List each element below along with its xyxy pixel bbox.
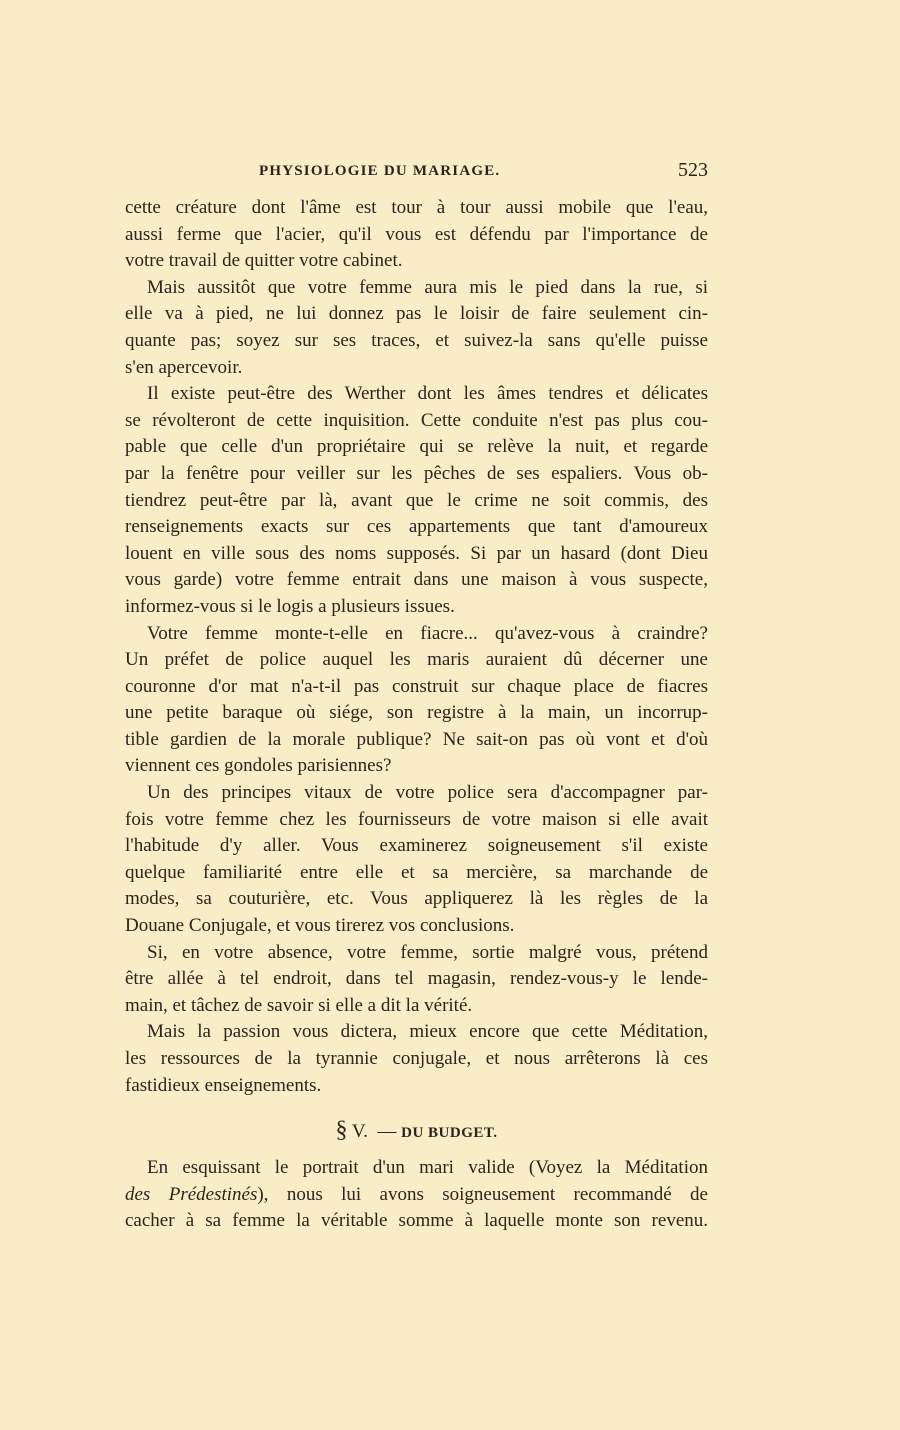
- text-line: louent en ville sous des noms supposés. Si par un hasard (dont Dieu: [125, 542, 708, 564]
- text-line: elle va à pied, ne lui donnez pas le loisir de faire seulement cin-: [125, 303, 708, 325]
- running-header: [125, 161, 708, 187]
- section-paragraph: [125, 1155, 708, 1235]
- text-line: Si, en votre absence, votre femme, sortie malgré vous, prétend: [147, 941, 708, 963]
- text-line: Mais la passion vous dictera, mieux encore que cette Méditation,: [147, 1021, 708, 1043]
- text-line: être allée à tel endroit, dans tel magasin, rendez-vous-y le lende-: [125, 968, 708, 990]
- text-line: aussi ferme que l'acier, qu'il vous est défendu par l'importance de: [125, 223, 708, 245]
- text-line: renseignements exacts sur ces appartements que tant d'amoureux: [125, 516, 708, 538]
- section-dash: —: [377, 1121, 397, 1142]
- text-line: vous garde) votre femme entrait dans une maison à vous suspecte,: [125, 569, 708, 591]
- text-line: fois votre femme chez les fournisseurs de votre maison si elle avait: [125, 808, 708, 830]
- text-line: informez-vous si le logis a plusieurs issues.: [125, 595, 455, 617]
- text-line: tiendrez peut-être par là, avant que le crime ne soit commis, des: [125, 489, 708, 511]
- text-line: En esquissant le portrait d'un mari valide (Voyez la Méditation: [147, 1157, 708, 1178]
- running-title: PHYSIOLOGIE DU MARIAGE.: [259, 163, 501, 179]
- text-line: les ressources de la tyrannie conjugale, et nous arrêterons là ces: [125, 1048, 708, 1069]
- text-line: quante pas; soyez sur ses traces, et suivez-la sans qu'elle puisse: [125, 329, 708, 351]
- text-line: une petite baraque où siége, son registre à la main, un incorrup-: [125, 702, 708, 724]
- section-numeral: V.: [351, 1121, 368, 1142]
- text-line: tible gardien de la morale publique? Ne sait-on pas où vont et d'où: [125, 728, 708, 750]
- page-number: 523: [678, 159, 708, 181]
- text-line: fastidieux enseignements.: [125, 1074, 322, 1096]
- text-line: pable que celle d'un propriétaire qui se relève la nuit, et regarde: [125, 436, 708, 458]
- text-line: viennent ces gondoles parisiennes?: [125, 755, 392, 777]
- text-line: Votre femme monte-t-elle en fiacre... qu'avez-vous à craindre?: [147, 622, 708, 644]
- text-line: modes, sa couturière, etc. Vous appliquerez là les règles de la: [125, 888, 708, 910]
- text-line: se révolteront de cette inquisition. Cette conduite n'est pas plus cou-: [125, 409, 708, 431]
- section-heading: [125, 1117, 708, 1144]
- text-line: Mais aussitôt que votre femme aura mis le pied dans la rue, si: [147, 276, 708, 298]
- italic-title: des Prédestinés: [125, 1183, 258, 1205]
- text-line: votre travail de quitter votre cabinet.: [125, 250, 403, 272]
- text-line: s'en apercevoir.: [125, 356, 243, 378]
- text-line: cacher à sa femme la véritable somme à laquelle monte son revenu.: [125, 1210, 708, 1232]
- body-text: [125, 195, 708, 1099]
- text-line: [125, 1182, 708, 1209]
- section-symbol: §: [335, 1117, 348, 1143]
- text-line: quelque familiarité entre elle et sa mercière, sa marchande de: [125, 861, 708, 883]
- text-line: Un préfet de police auquel les maris auraient dû décerner une: [125, 649, 708, 671]
- text-line: couronne d'or mat n'a-t-il pas construit sur chaque place de fiacres: [125, 675, 708, 697]
- text-line: Douane Conjugale, et vous tirerez vos conclusions.: [125, 915, 515, 937]
- text-line: Un des principes vitaux de votre police sera d'accompagner par-: [147, 782, 708, 804]
- text-line: Il existe peut-être des Werther dont les âmes tendres et délicates: [147, 383, 708, 405]
- text-line: cette créature dont l'âme est tour à tour aussi mobile que l'eau,: [125, 197, 708, 218]
- text-line: main, et tâchez de savoir si elle a dit la vérité.: [125, 994, 473, 1016]
- section-title: DU BUDGET.: [401, 1125, 498, 1141]
- text-line: par la fenêtre pour veiller sur les pêches de ses espaliers. Vous ob-: [125, 462, 708, 484]
- text-fragment: ), nous lui avons soigneusement recommandé de: [257, 1183, 708, 1205]
- text-line: l'habitude d'y aller. Vous examinerez soigneusement s'il existe: [125, 835, 708, 857]
